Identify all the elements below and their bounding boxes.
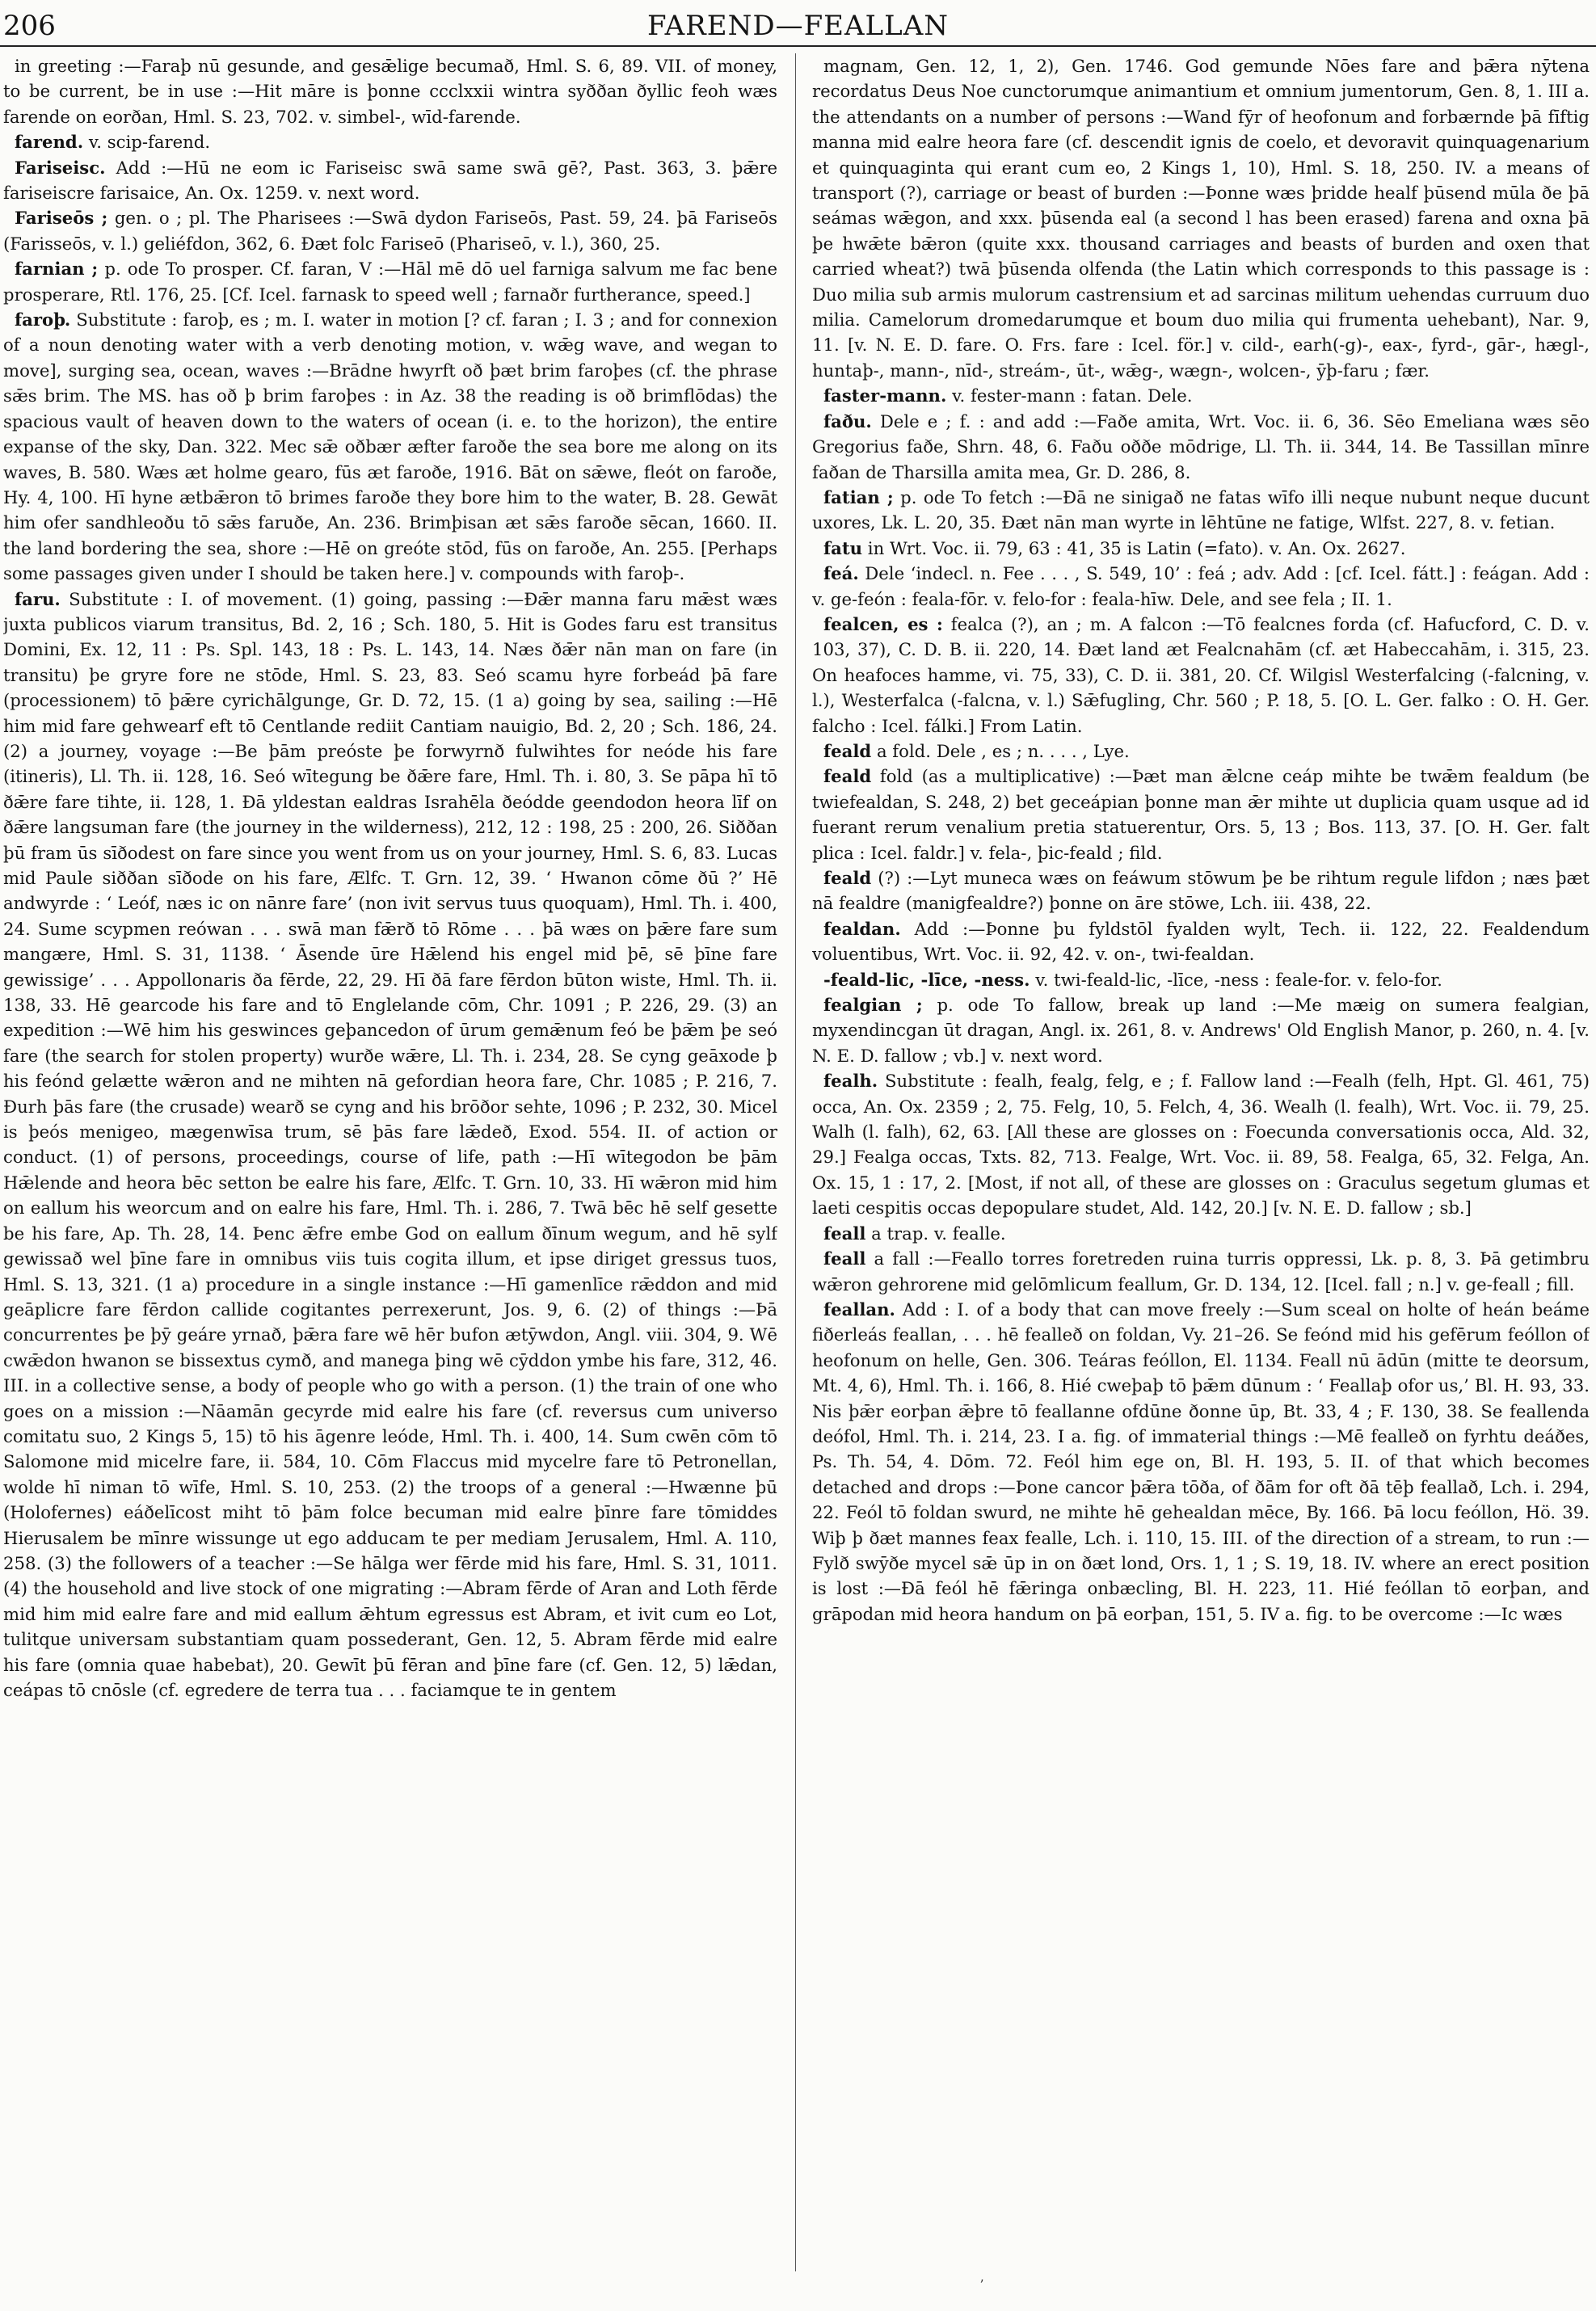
- entry-headword: feall: [823, 1223, 866, 1244]
- entry-headword: feald: [823, 740, 872, 761]
- entry-headword: feald: [823, 868, 872, 888]
- entry-headword: feallan.: [823, 1299, 895, 1320]
- dictionary-entry: [812, 1068, 1590, 1220]
- entry-headword: farnian ;: [15, 259, 99, 280]
- entry-headword: faru.: [15, 588, 61, 609]
- entry-text: Add :—Hū ne eom ic Fariseisc swā same swā gē?, Past. 363, 3. þǣre fariseiscre farisaice, An. Ox. 1259. v. next word.: [3, 157, 777, 204]
- entry-text: p. ode To prosper. Cf. faran, V :—Hāl mē dō uel farniga salvum me fac bene prosperare, Rtl. 176, 25. [Cf. Icel. farnask to speed well ; farnaðr furtherance, speed.]: [3, 259, 777, 305]
- entry-headword: fealh.: [823, 1071, 878, 1092]
- entry-headword: feall: [823, 1248, 866, 1269]
- entry-headword: Fariseisc.: [15, 157, 106, 178]
- entry-headword: faðu.: [823, 410, 872, 431]
- dictionary-entry: [3, 129, 777, 154]
- dictionary-entry: [3, 307, 777, 586]
- entry-headword: feá.: [823, 563, 859, 584]
- dictionary-entry: [812, 739, 1590, 764]
- entry-headword: fealdan.: [823, 918, 901, 939]
- dictionary-entry: [3, 53, 777, 129]
- entry-headword: farend.: [15, 132, 84, 153]
- entry-text: fealca (?), an ; m. A falcon :—Tō fealcnes forda (cf. Hafucford, C. D. v. 103, 37), C. D. B. ii. 220, 14. Ðæt land æt Fealcnahām (cf. æt Habeccahām, i. 315, 23. On heafoces hamme, vi. 75, 33), C. D. ii. 381, 20. Cf. Wilgisl Westerfalcing (-falcning, v. l.), Westerfalca (-falcna, v. l.) Sǣfugling, Chr. 560 ; P. 18, 5. [O. L. Ger. falko : O. H. Ger. falcho : Icel. fálki.] From Latin.: [812, 613, 1590, 736]
- entry-text: Add : I. of a body that can move freely :—Sum sceal on holte of heán beáme fiðerleás feallan, . . . hē fealleð on foldan, Vy. 21–26. Se feónd mid his gefērum feóllon of heofonum on helle, Gen. 306. Teáras feóllon, El. 1134. Feall nū ādūn (mitte te deorsum, Mt. 4, 6), Hml. Th. i. 166, 8. Hié cweþaþ tō þǣm dūnum : ‘ Feallaþ ofor us,’ Bl. H. 93, 33. Nis þǣr eorþan ǣþre tō feallanne ofdūne ðonne ūp, Bt. 33, 4 ; F. 130, 38. Se feallenda deófol, Hml. Th. i. 214, 23. I a. fig. of immaterial things :—Mē fealleð on fyrhtu deáðes, Ps. Th. 54, 4. Dōm. 72. Feól him ege on, Bl. H. 193, 5. II. of that which becomes detached and drops :—Þone cancor þǣra tōða, of ðām for oft ðā tēþ feallað, Lch. i. 294, 22. Feól tō foldan swurd, ne mihte hē gehealdan mēce, By. 166. Þā locu feóllon, Hö. 39. Wiþ þ ðæt mannes feax fealle, Lch. i. 110, 15. III. of the direction of a stream, to run :—Fylð swȳðe mycel sǣ ūp in on ðæt lond, Ors. 1, 1 ; S. 19, 18. IV. where an erect position is lost :—Ðā feól hē fǣringa onbæcling, Bl. H. 223, 11. Hié feóllan tō eorþan, and grāpodan mid heora handum on þā eorþan, 151, 5. IV a. fig. to be overcome :—Ic wæs: [812, 1299, 1590, 1624]
- dictionary-entry: [812, 536, 1590, 561]
- dictionary-entry: [812, 485, 1590, 536]
- right-column: [812, 53, 1590, 2271]
- entry-text: Substitute : fealh, fealg, felg, e ; f. Fallow land :—Fealh (felh, Hpt. Gl. 461, 75) occa, An. Ox. 2359 ; 2, 75. Felg, 10, 5. Felch, 4, 36. Wealh (l. fealh), Wrt. Voc. ii. 79, 25. Walh (l. falh), 62, 63. [All these are glosses on : Foecunda conversationis occa, Ald. 32, 29.] Fealga occas, Txts. 82, 713. Fealge, Wrt. Voc. ii. 89, 58. Fealga, 65, 32. Felga, An. Ox. 15, 1 : 17, 2. [Most, if not all, of these are glosses on : Graculus segetum glumas et laeti cespitis occas depopulare studet, Ald. 142, 20.] [v. N. E. D. fallow ; sb.]: [812, 1071, 1590, 1219]
- dictionary-entry: [812, 992, 1590, 1068]
- dictionary-entry: [3, 256, 777, 307]
- entry-text: magnam, Gen. 12, 1, 2), Gen. 1746. God gemunde Nōes fare and þǣra nȳtena recordatus Deus Noe cunctorumque animantium et omnium jumentorum, Gen. 8, 1. III a. the attendants on a number of persons :—Wand fȳr of heofonum and forbærnde þā fīftig manna mid ealre heora fare (cf. descendit ignis de coelo, et devoravit quinquagenarium et quinquaginta qui erant cum eo, 2 Kings 1, 10), Hml. S. 18, 250. IV. a means of transport (?), carriage or beast of burden :—Þonne wæs þridde healf þūsend mūla ðe þā seámas wǣgon, and xxx. þūsenda eal (a second l has been erased) farena and oxna þā þe hwǣte bǣron (quite xxx. thousand carriages and beasts of burden and oxen that carried wheat?) twā þūsenda olfenda (the Latin which corresponds to this passage is : Duo milia sub armis mulorum castrensium et ad sarcinas militum uehendas curruum duo milia. Camelorum dromedarumque et boum duo milia qui frumenta uehebant), Nar. 9, 11. [v. N. E. D. fare. O. Frs. fare : Icel. för.] v. cild-, earh(-g)-, eax-, fyrd-, gār-, hægl-, huntaþ-, mann-, nīd-, streám-, ūt-, wǣg-, wægn-, wolcen-, ȳþ-faru ; fær.: [812, 56, 1590, 381]
- dictionary-entry: [3, 587, 777, 1703]
- entry-text: v. twi-feald-lic, -līce, -ness : feale-for. v. felo-for.: [1035, 969, 1442, 990]
- entry-headword: -feald-lic, -līce, -ness.: [823, 969, 1030, 990]
- entry-text: (?) :—Lyt muneca wæs on feáwum stōwum þe be rihtum regule lifdon ; næs þæt nā fealdre (manigfealdre?) þonne on āre stōwe, Lch. iii. 438, 22.: [812, 868, 1590, 914]
- page-number: 206: [3, 10, 56, 42]
- dictionary-entry: [3, 205, 777, 256]
- entry-text: fold (as a multiplicative) :—Þæt man ǣlcne ceáp mihte be twǣm fealdum (be twiefealdan, S. 248, 2) bet geceápian þonne man ǣr mihte ut duplicia quam usque ad id fuerant rerum venalium pretia statuerentur, Ors. 5, 13 ; Bos. 113, 37. [O. H. Ger. falt plica : Icel. faldr.] v. fela-, þic-feald ; fild.: [812, 766, 1590, 863]
- entry-text: a trap. v. fealle.: [871, 1223, 1006, 1244]
- entry-text: in greeting :—Faraþ nū gesunde, and gesǣlige becumað, Hml. S. 6, 89. VII. of money, to be current, be in use :—Hit māre is þonne ccclxxii wintra syððan ðyllic feoh wæs farende on eorðan, Hml. S. 23, 702. v. simbel-, wīd-farende.: [3, 56, 777, 127]
- page-footer-mark: ʼ: [979, 2277, 984, 2292]
- dictionary-entry: [812, 764, 1590, 865]
- entry-text: v. scip-farend.: [88, 132, 211, 153]
- dictionary-entry: [812, 612, 1590, 739]
- dictionary-entry: [812, 1221, 1590, 1246]
- entry-headword: feald: [823, 766, 872, 787]
- entry-headword: fatu: [823, 537, 863, 558]
- entry-text: Substitute : faroþ, es ; m. I. water in motion [? cf. faran ; I. 3 ; and for connexion of a noun denoting water with a verb denoting motion, v. wǣg wave, and wegan to move], surging sea, ocean, waves :—Brādne hwyrft oð þæt brim faroþes (cf. the phrase sǣs brim. The MS. has oð þ brim faroþes : in Az. 38 the reading is oð brimflōdas) the spacious vault of heaven down to the waters of ocean (i. e. to the horizon), the entire expanse of the sky, Dan. 322. Mec sǣ oðbær æfter faroðe the sea bore me along on its waves, B. 580. Wæs æt holme gearo, fūs æt faroðe, 1916. Bāt on sǣwe, fleót on faroðe, Hy. 4, 100. Hī hyne ætbǣron tō brimes faroðe they bore him to the water, B. 28. Gewāt him ofer sandhleoðu tō sǣs faruðe, An. 236. Brimþisan æt sǣs faroðe sēcan, 1660. II. the land bordering the sea, shore :—Hē on greóte stōd, fūs on faroðe, An. 255. [Perhaps some passages given under I should be taken here.] v. compounds with faroþ-.: [3, 309, 777, 584]
- entry-text: Dele e ; f. : and add :—Faðe amita, Wrt. Voc. ii. 6, 36. Sēo Emeliana wæs sēo Gregorius faðe, Shrn. 48, 6. Faðu oððe mōdrige, Ll. Th. ii. 344, 14. Be Tassillan mīnre faðan de Tharsilla amita mea, Gr. D. 286, 8.: [812, 410, 1590, 482]
- dictionary-entry: [3, 155, 777, 206]
- dictionary-entry: [812, 916, 1590, 967]
- entry-text: Add :—Þonne þu fyldstōl fyalden wylt, Tech. ii. 122, 22. Fealdendum voluentibus, Wrt. Voc. ii. 92, 42. v. on-, twi-fealdan.: [812, 918, 1590, 965]
- entry-text: p. ode To fetch :—Ðā ne sinigað ne fatas wīfo illi neque nubunt neque ducunt uxores, Lk. L. 20, 35. Ðæt nān man wyrte in lēhtūne ne fatige, Wlfst. 227, 8. v. fetian.: [812, 486, 1590, 533]
- dictionary-entry: [812, 1246, 1590, 1297]
- dictionary-entry: [812, 865, 1590, 916]
- entry-text: in Wrt. Voc. ii. 79, 63 : 41, 35 is Latin (=fato). v. An. Ox. 2627.: [867, 537, 1406, 558]
- left-column: [3, 53, 777, 2271]
- entry-headword: Fariseōs ;: [15, 208, 108, 229]
- entry-text: a fall :—Feallo torres foretreden ruina turris oppressi, Lk. p. 8, 3. Þā getimbru wǣron gehrorene mid gelōmlicum feallum, Gr. D. 134, 12. [Icel. fall ; n.] v. ge-feall ; fill.: [812, 1248, 1590, 1294]
- entry-text: gen. o ; pl. The Pharisees :—Swā dydon Fariseōs, Past. 59, 24. þā Fariseōs (Farisseōs, v. l.) geliéfdon, 362, 6. Ðæt folc Fariseō (Phariseō, v. l.), 360, 25.: [3, 208, 777, 254]
- entry-headword: fatian ;: [823, 486, 894, 507]
- entry-text: Substitute : I. of movement. (1) going, passing :—Ðǣr manna faru mǣst wæs juxta publicos viarum transitus, Bd. 2, 16 ; Sch. 180, 5. Hit is Godes faru est transitus Domini, Ex. 12, 11 : Ps. Spl. 143, 18 : Ps. L. 143, 14. Næs ðǣr nān man on fare (in transitu) þe gryre fore ne stōde, Hml. S. 23, 83. Seó scamu hyre forbeád þā fare (processionem) tō þǣre cyrichālgunge, Gr. D. 72, 15. (1 a) going by sea, sailing :—Hē him mid fare gehwearf eft tō Centlande rediit Cantiam nauigio, Bd. 2, 20 ; Sch. 186, 24. (2) a journey, voyage :—Be þām preóste þe forwyrnð fulwihtes for neóde his fare (itineris), Ll. Th. ii. 128, 16. Seó wītegung be ðǣre fare, Hml. Th. i. 80, 3. Se pāpa hī tō ðǣre fare tihte, ii. 128, 1. Ðā yldestan ealdras Israhēla ðeódde geendodon heora līf on ðǣre langsuman fare (the journey in the wilderness), 212, 12 : 198, 25 : 200, 26. Siððan þū fram ūs sīðodest on fare since you went from us on your journey, Hml. S. 6, 83. Lucas mid Paule siððan sīðode on his fare, Ælfc. T. Grn. 12, 39. ‘ Hwanon cōme ðū ?’ Hē andwyrde : ‘ Leóf, næs ic on nānre fare’ (non ivit servus tuus quoquam), Hml. Th. i. 400, 24. Sume scypmen reówan . . . swā man fǣrð tō Rōme . . . þā wæs on þǣre fare sum mangære, Hml. S. 31, 1138. ‘ Āsende ūre Hǣlend his engel mid þē, sē þīne fare gewissige’ . . . Appollonaris ða fērde, 22, 29. Hī ðā fare fērdon būton wiste, Hml. Th. ii. 138, 33. Hē gearcode his fare and tō Englelande cōm, Chr. 1091 ; P. 226, 29. (3) an expedition :—Wē him his geswinces geþancedon of ūrum gemǣnum feó be þǣm þe seó fare (the search for stolen property) wurðe wǣre, Ll. Th. i. 234, 28. Se cyng geāxode þ his feónd gelætte wǣron and ne mihten nā gefordian heora fare, Chr. 1085 ; P. 216, 7. Ðurh þās fare (the crusade) wearð se cyng and his brōðor sehte, 1096 ; P. 232, 30. Micel is þeós menigeo, mægenwīsa trum, sē þās fare lǣdeð, Exod. 554. II. of action or conduct. (1) of persons, proceedings, course of life, path :—Hī wītegodon be þām Hǣlende and heora bēc setton be ealre his fare, Ælfc. T. Grn. 10, 33. Hī wǣron mid him on eallum his weorcum and on ealre his fare, Hml. Th. i. 286, 7. Twā bēc hē self gesette be his fare, Ap. Th. 28, 14. Þenc ǣfre embe God on eallum ðīnum wegum, and hē sylf gewissað wel þīne fare in omnibus viis tuis cogita illum, et ipse diriget gressus tuos, Hml. S. 13, 321. (1 a) procedure in a single instance :—Hī gamenlīce rǣddon and mid geāplicre fare fērdon callide cogitantes perrexerunt, Jos. 9, 6. (2) of things :—Þā concurrentes þe þȳ geáre yrnað, þǣra fare wē hēr bufon ætȳwdon, Angl. viii. 304, 9. Wē cwǣdon hwanon se bissextus cymð, and manega þing wē cȳddon ymbe his fare, 312, 46. III. in a collective sense, a body of people who go with a person. (1) the train of one who goes on a mission :—Nāamān gecyrde mid ealre his fare (cf. reversus cum universo comitatu suo, 2 Kings 5, 15) tō his āgenre leóde, Hml. Th. i. 400, 14. Sum cwēn cōm tō Salomone mid micelre fare, ii. 584, 10. Cōm Flaccus mid mycelre fare tō Petronellan, wolde hī niman tō wīfe, Hml. S. 10, 253. (2) the troops of a general :—Hwænne þū (Holofernes) eáðelīcost miht tō þām folce becuman mid ealre þīnre fare tōmiddes Hierusalem be mīnre wissunge ut ego adducam te per mediam Jerusalem, Hml. A. 110, 258. (3) the followers of a teacher :—Se hālga wer fērde mid his fare, Hml. S. 31, 1011. (4) the household and live stock of one migrating :—Abram fērde of Aran and Loth fērde mid him mid ealre fare and mid eallum ǣhtum egressus est Abram, et ivit cum eo Lot, tulitque universam substantiam quam possederant, Gen. 12, 5. Abram fērde mid ealre his fare (omnia quae habebat), 20. Gewīt þū fēran and þīne fare (cf. Gen. 12, 5) lǣdan, ceápas tō cnōsle (cf. egredere de terra tua . . . faciamque te in gentem: [3, 588, 777, 1700]
- running-title: FAREND—FEALLAN: [646, 10, 950, 42]
- entry-headword: faster-mann.: [823, 385, 947, 406]
- dictionary-entry: [812, 409, 1590, 485]
- dictionary-entry: [812, 1297, 1590, 1627]
- column-divider: [795, 53, 796, 2271]
- entry-text: p. ode To fallow, break up land :—Me mæig on sumera fealgian, myxendincgan ūt dragan, Angl. ix. 261, 8. v. Andrews' Old English Manor, p. 260, n. 4. [v. N. E. D. fallow ; vb.] v. next word.: [812, 995, 1590, 1066]
- header-rule: [0, 45, 1596, 47]
- entry-headword: fealcen, es :: [823, 613, 943, 634]
- entry-text: v. fester-mann : fatan. Dele.: [952, 385, 1193, 406]
- entry-text: a fold. Dele , es ; n. . . . , Lye.: [876, 740, 1130, 761]
- entry-headword: faroþ.: [15, 309, 71, 330]
- page-header: [0, 6, 1596, 44]
- dictionary-entry: [812, 967, 1590, 992]
- dictionary-entry: [812, 383, 1590, 408]
- dictionary-entry: [812, 53, 1590, 383]
- dictionary-entry: [812, 561, 1590, 612]
- entry-headword: fealgian ;: [823, 995, 923, 1016]
- entry-text: Dele ‘indecl. n. Fee . . . , S. 549, 10’ : feá ; adv. Add : [cf. Icel. fátt.] : feágan. Add : v. ge-feón : feala-fōr. v. felo-for : feala-hīw. Dele, and see fela ; II. 1.: [812, 563, 1590, 609]
